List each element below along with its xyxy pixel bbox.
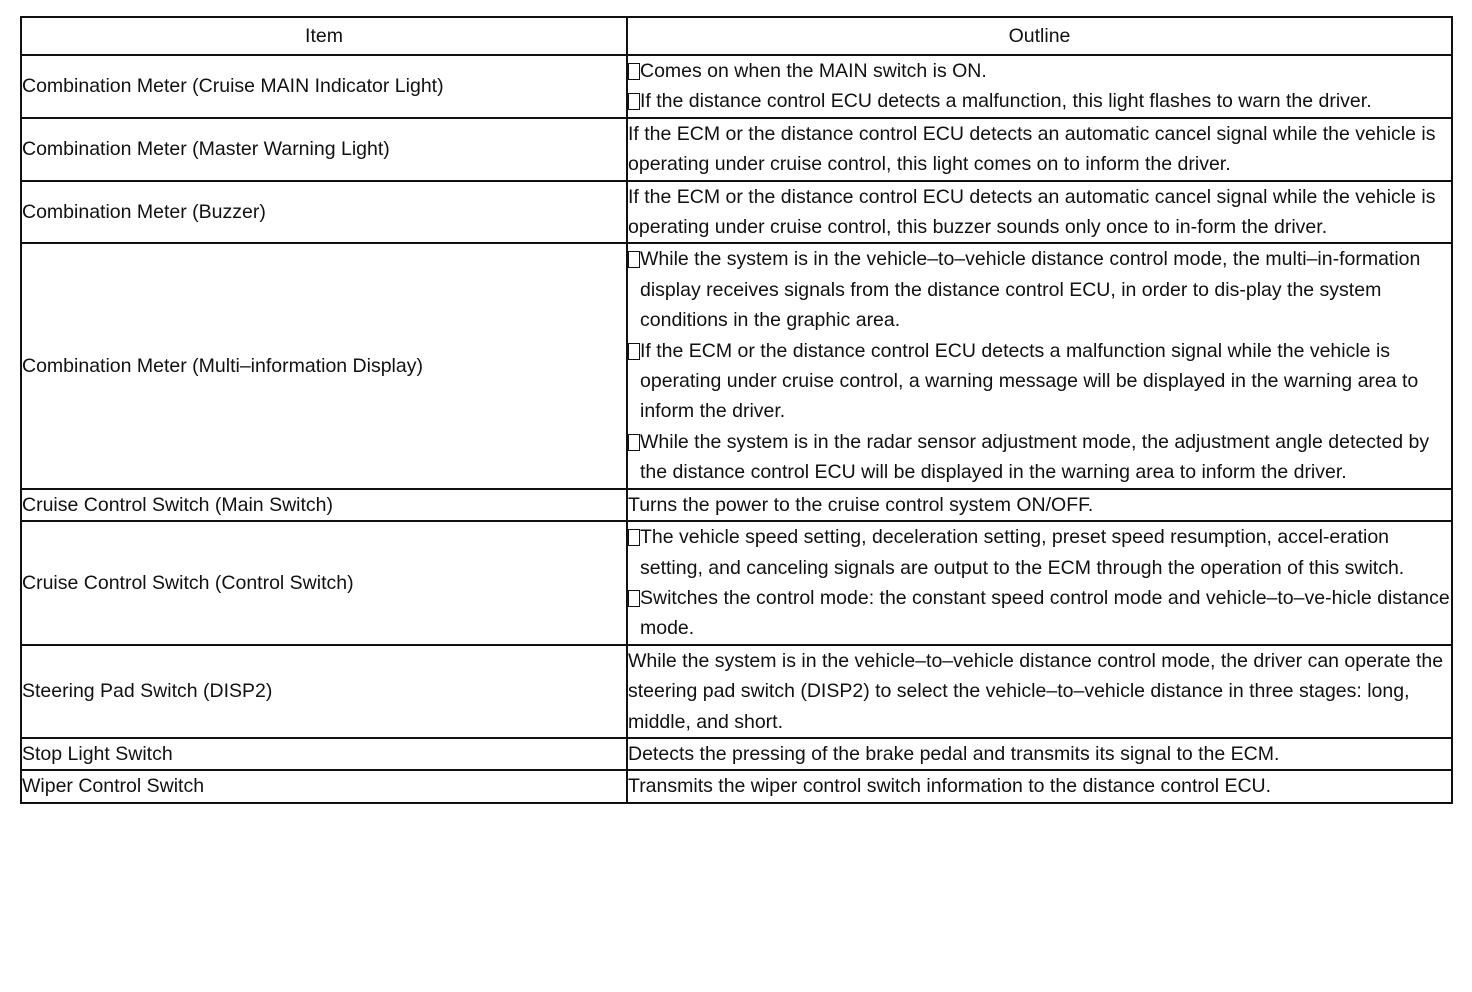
row-item: Combination Meter (Multi–information Display) (21, 243, 627, 488)
row-outline: If the ECM or the distance control ECU detects an automatic cancel signal while the vehicle is operating under cruise control, this light comes on to inform the driver. (627, 118, 1452, 181)
table-row (21, 489, 1452, 521)
bullet-item: While the system is in the vehicle–to–vehicle distance control mode, the multi–in-formation display receives signals from the distance control ECU, in order to dis-play the system conditions in the graphic area. (628, 244, 1451, 335)
table-row (21, 118, 1452, 181)
bullet-box-icon (628, 93, 640, 110)
bullet-item: While the system is in the radar sensor adjustment mode, the adjustment angle detected by the distance control ECU will be displayed in the warning area to inform the driver. (628, 427, 1451, 488)
bullet-item: The vehicle speed setting, deceleration setting, preset speed resumption, accel-eration setting, and canceling signals are output to the ECM through the operation of this switch. (628, 522, 1451, 583)
row-item: Cruise Control Switch (Main Switch) (21, 489, 627, 521)
bullet-box-icon (628, 343, 640, 360)
header-row (21, 17, 1452, 55)
row-item: Cruise Control Switch (Control Switch) (21, 521, 627, 645)
row-outline: While the system is in the vehicle–to–vehicle distance control mode, the driver can operate the steering pad switch (DISP2) to select the vehicle–to–vehicle distance in three stages: long, middle, and short. (627, 645, 1452, 738)
bullet-box-icon (628, 251, 640, 268)
bullet-item: Comes on when the MAIN switch is ON. (628, 56, 1451, 86)
table-row (21, 521, 1452, 645)
row-outline (627, 243, 1452, 488)
bullet-box-icon (628, 590, 640, 607)
row-item: Stop Light Switch (21, 738, 627, 770)
table-row (21, 181, 1452, 244)
table-row (21, 770, 1452, 802)
row-item: Combination Meter (Cruise MAIN Indicator Light) (21, 55, 627, 118)
row-item: Combination Meter (Master Warning Light) (21, 118, 627, 181)
header-outline: Outline (627, 17, 1452, 55)
bullet-box-icon (628, 529, 640, 546)
row-outline: Turns the power to the cruise control system ON/OFF. (627, 489, 1452, 521)
row-item: Combination Meter (Buzzer) (21, 181, 627, 244)
bullet-list (628, 522, 1451, 644)
bullet-list (628, 244, 1451, 487)
spec-table (20, 16, 1453, 804)
bullet-item: If the ECM or the distance control ECU detects a malfunction signal while the vehicle is operating under cruise control, a warning message will be displayed in the warning area to inform the driver. (628, 336, 1451, 427)
row-outline (627, 521, 1452, 645)
header-item: Item (21, 17, 627, 55)
bullet-box-icon (628, 63, 640, 80)
row-outline: Detects the pressing of the brake pedal and transmits its signal to the ECM. (627, 738, 1452, 770)
bullet-item: If the distance control ECU detects a malfunction, this light flashes to warn the driver. (628, 86, 1451, 116)
row-outline (627, 55, 1452, 118)
table-row (21, 645, 1452, 738)
table-row (21, 738, 1452, 770)
row-item: Wiper Control Switch (21, 770, 627, 802)
bullet-box-icon (628, 434, 640, 451)
row-outline: Transmits the wiper control switch information to the distance control ECU. (627, 770, 1452, 802)
row-item: Steering Pad Switch (DISP2) (21, 645, 627, 738)
table-row (21, 243, 1452, 488)
bullet-list (628, 56, 1451, 117)
row-outline: If the ECM or the distance control ECU detects an automatic cancel signal while the vehicle is operating under cruise control, this buzzer sounds only once to in-form the driver. (627, 181, 1452, 244)
table-row (21, 55, 1452, 118)
bullet-item: Switches the control mode: the constant speed control mode and vehicle–to–ve-hicle distance mode. (628, 583, 1451, 644)
